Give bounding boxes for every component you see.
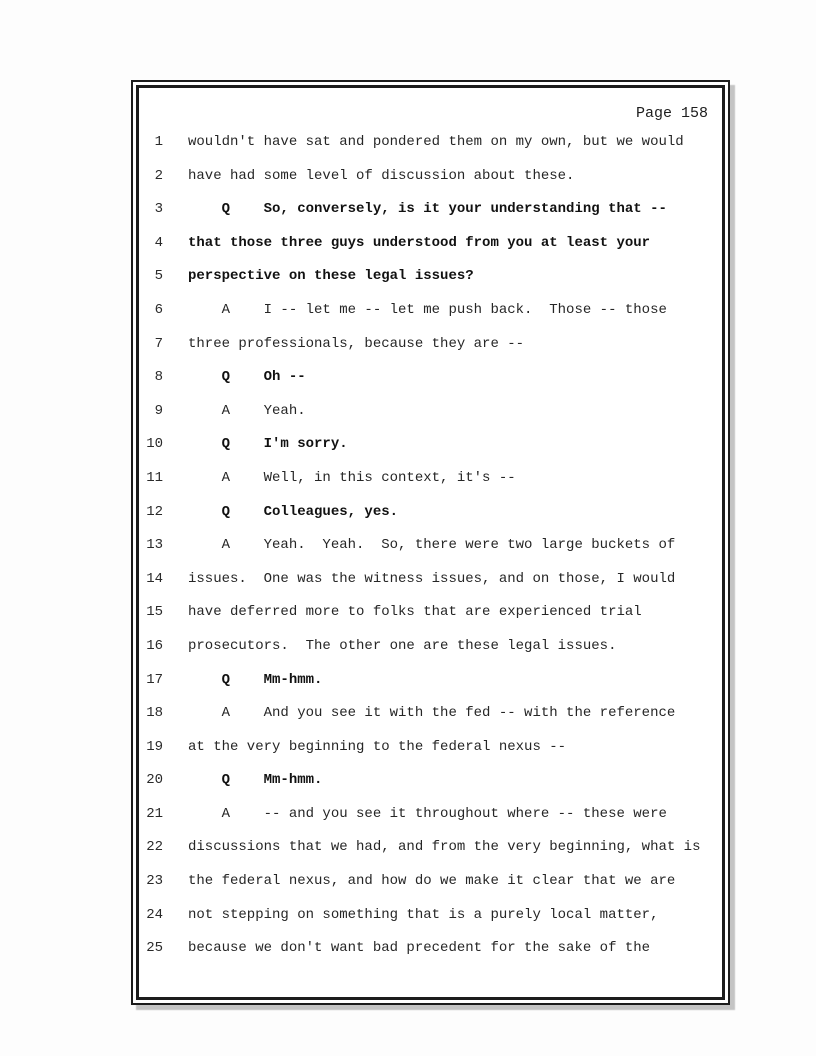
transcript-line xyxy=(139,772,722,806)
transcript-line xyxy=(139,907,722,941)
line-text: A And you see it with the fed -- with the reference xyxy=(188,705,676,722)
line-text: not stepping on something that is a purely local matter, xyxy=(188,906,659,923)
line-number: 17 xyxy=(146,671,163,688)
transcript-line xyxy=(139,537,722,571)
line-number: 7 xyxy=(154,335,163,352)
line-text: Q Colleagues, yes. xyxy=(188,503,399,520)
line-number: 18 xyxy=(146,705,163,722)
transcript-line xyxy=(139,672,722,706)
line-number: 11 xyxy=(146,469,163,486)
transcript-line xyxy=(139,873,722,907)
line-number: 14 xyxy=(146,570,163,587)
line-number: 10 xyxy=(146,436,163,453)
line-number: 24 xyxy=(146,906,163,923)
page-number-header: Page 158 xyxy=(635,105,708,122)
transcript-line xyxy=(139,940,722,974)
line-number: 16 xyxy=(146,637,163,654)
line-text: Q So, conversely, is it your understanding that -- xyxy=(188,201,667,218)
line-text: Q Oh -- xyxy=(188,369,306,386)
line-text: A Well, in this context, it's -- xyxy=(188,469,516,486)
transcript-line xyxy=(139,134,722,168)
line-number: 23 xyxy=(146,873,163,890)
line-text: have deferred more to folks that are experienced trial xyxy=(188,604,642,621)
transcript-line xyxy=(139,705,722,739)
line-text: that those three guys understood from you at least your xyxy=(188,234,651,251)
line-text: wouldn't have sat and pondered them on my own, but we would xyxy=(188,134,684,150)
line-number: 1 xyxy=(154,134,163,150)
transcript-line xyxy=(139,235,722,269)
line-number: 19 xyxy=(146,738,163,755)
transcript-line xyxy=(139,504,722,538)
line-text: A Yeah. xyxy=(188,402,306,419)
line-number: 22 xyxy=(146,839,163,856)
line-number: 20 xyxy=(146,772,163,789)
transcript-line xyxy=(139,739,722,773)
transcript-line xyxy=(139,839,722,873)
line-text: A -- and you see it throughout where -- these were xyxy=(188,805,667,822)
transcript-line xyxy=(139,403,722,437)
transcript-line xyxy=(139,638,722,672)
transcript-line xyxy=(139,168,722,202)
line-text: have had some level of discussion about these. xyxy=(188,167,575,184)
transcript-line xyxy=(139,336,722,370)
line-number: 6 xyxy=(154,301,163,318)
line-number: 9 xyxy=(154,402,163,419)
line-text: because we don't want bad precedent for the sake of the xyxy=(188,940,651,957)
line-number: 8 xyxy=(154,369,163,386)
line-number: 13 xyxy=(146,537,163,554)
transcript-line xyxy=(139,470,722,504)
line-number: 4 xyxy=(154,234,163,251)
line-text: Q Mm-hmm. xyxy=(188,671,323,688)
transcript-line xyxy=(139,268,722,302)
line-number: 15 xyxy=(146,604,163,621)
line-text: three professionals, because they are -- xyxy=(188,335,525,352)
transcript-lines xyxy=(139,134,722,974)
line-number: 12 xyxy=(146,503,163,520)
transcript-inner-border xyxy=(136,85,725,1000)
transcript-line xyxy=(139,436,722,470)
line-text: the federal nexus, and how do we make it clear that we are xyxy=(188,873,676,890)
line-number: 2 xyxy=(154,167,163,184)
line-number: 21 xyxy=(146,805,163,822)
transcript-line xyxy=(139,369,722,403)
transcript-line xyxy=(139,806,722,840)
line-text: A I -- let me -- let me push back. Those -- those xyxy=(188,301,667,318)
transcript-line xyxy=(139,302,722,336)
line-number: 3 xyxy=(154,201,163,218)
line-text: Q I'm sorry. xyxy=(188,436,348,453)
transcript-line xyxy=(139,604,722,638)
line-text: discussions that we had, and from the very beginning, what is xyxy=(188,839,701,856)
line-number: 5 xyxy=(154,268,163,285)
line-text: Q Mm-hmm. xyxy=(188,772,323,789)
transcript-line xyxy=(139,201,722,235)
line-text: at the very beginning to the federal nexus -- xyxy=(188,738,567,755)
line-text: issues. One was the witness issues, and on those, I would xyxy=(188,570,676,587)
line-text: A Yeah. Yeah. So, there were two large buckets of xyxy=(188,537,676,554)
transcript-line xyxy=(139,571,722,605)
transcript-border-frame xyxy=(131,80,730,1005)
line-text: prosecutors. The other one are these legal issues. xyxy=(188,637,617,654)
line-number: 25 xyxy=(146,940,163,957)
line-text: perspective on these legal issues? xyxy=(188,268,474,285)
